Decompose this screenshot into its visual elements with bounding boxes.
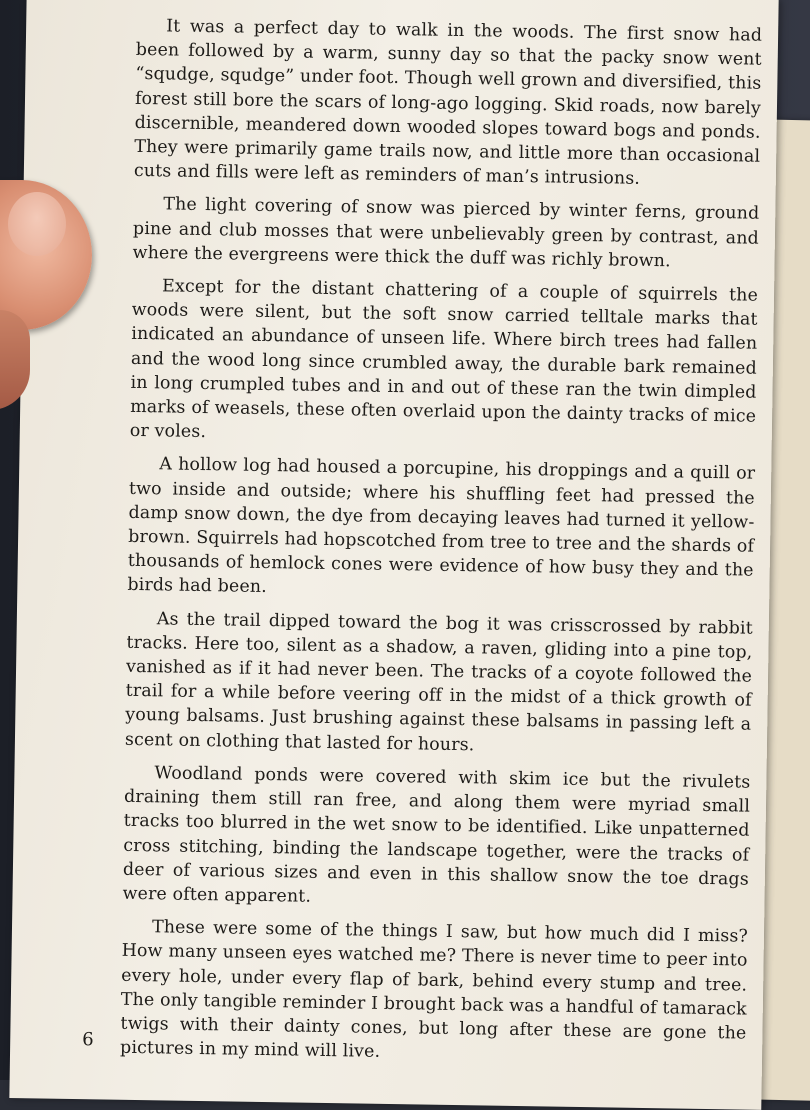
paragraph: A hollow log had housed a porcupine, his droppings and a quill or two inside and outside; where his shuffling feet had pressed the damp snow down, the dye from decaying leaves had turned it yellow-brown. Squirrels had hopscotched from tree to tree and the shards of thousands of hemlock cones were evidence of how busy they and the birds had been. bbox=[127, 454, 756, 598]
paragraph: Except for the distant chattering of a couple of squirrels the woods were silent, but the soft snow carried telltale marks that indicated an abundance of unseen life. Where birch trees had fallen and the wood long since crumbled away, the durable bark remained in long crumpled tubes and in and out of these ran the twin dimpled marks of weasels, these often overlaid upon the dainty tracks of mice or voles. bbox=[129, 276, 759, 443]
page-number: 6 bbox=[82, 1029, 94, 1051]
paragraph: As the trail dipped toward the bog it was crisscrossed by rabbit tracks. Here too, silent as a shadow, a raven, gliding into a pine top, vanished as if it had never been. The tracks of a coyote followed the trail for a while before veering off in the midst of a thick growth of young balsams. Just brushing against these balsams in passing left a scent on clothing that lasted for hours. bbox=[124, 608, 753, 755]
book-page bbox=[9, 0, 778, 1110]
page-text bbox=[120, 14, 762, 1079]
paragraph: These were some of the things I saw, but how much did I miss? How many unseen eyes watched me? There is never time to peer into every hole, under every flap of bark, behind every stump and tree. The only tangible reminder I brought back was a handful of tamarack twigs with their dainty cones, but long after these are gone the pictures in my mind will live. bbox=[119, 917, 749, 1062]
paragraph: Woodland ponds were covered with skim ice but the rivulets draining them still ran free, and along them were myriad small tracks too blurred in the wet snow to be identified. Like unpatterned cross stitching, binding the landscape together, were the tracks of deer of various sizes and even in this shallow snow the toe drags were often apparent. bbox=[122, 763, 751, 907]
paragraph: It was a perfect day to walk in the woods. The first snow had been followed by a warm, sunny day so that the packy snow went “squdge, squdge” under foot. Though well grown and diversified, this forest still bore the scars of long-ago logging. Skid roads, now barely discernible, meandered down wooded slopes toward bogs and ponds. They were primarily game trails now, and little more than occasional cuts and fills were left as reminders of man’s intrusions. bbox=[133, 16, 763, 190]
thumbnail bbox=[8, 192, 66, 256]
paragraph: The light covering of snow was pierced by winter ferns, ground pine and club mosses that were unbelievably green by contrast, and where the evergreens were thick the duff was richly brown. bbox=[132, 194, 760, 272]
